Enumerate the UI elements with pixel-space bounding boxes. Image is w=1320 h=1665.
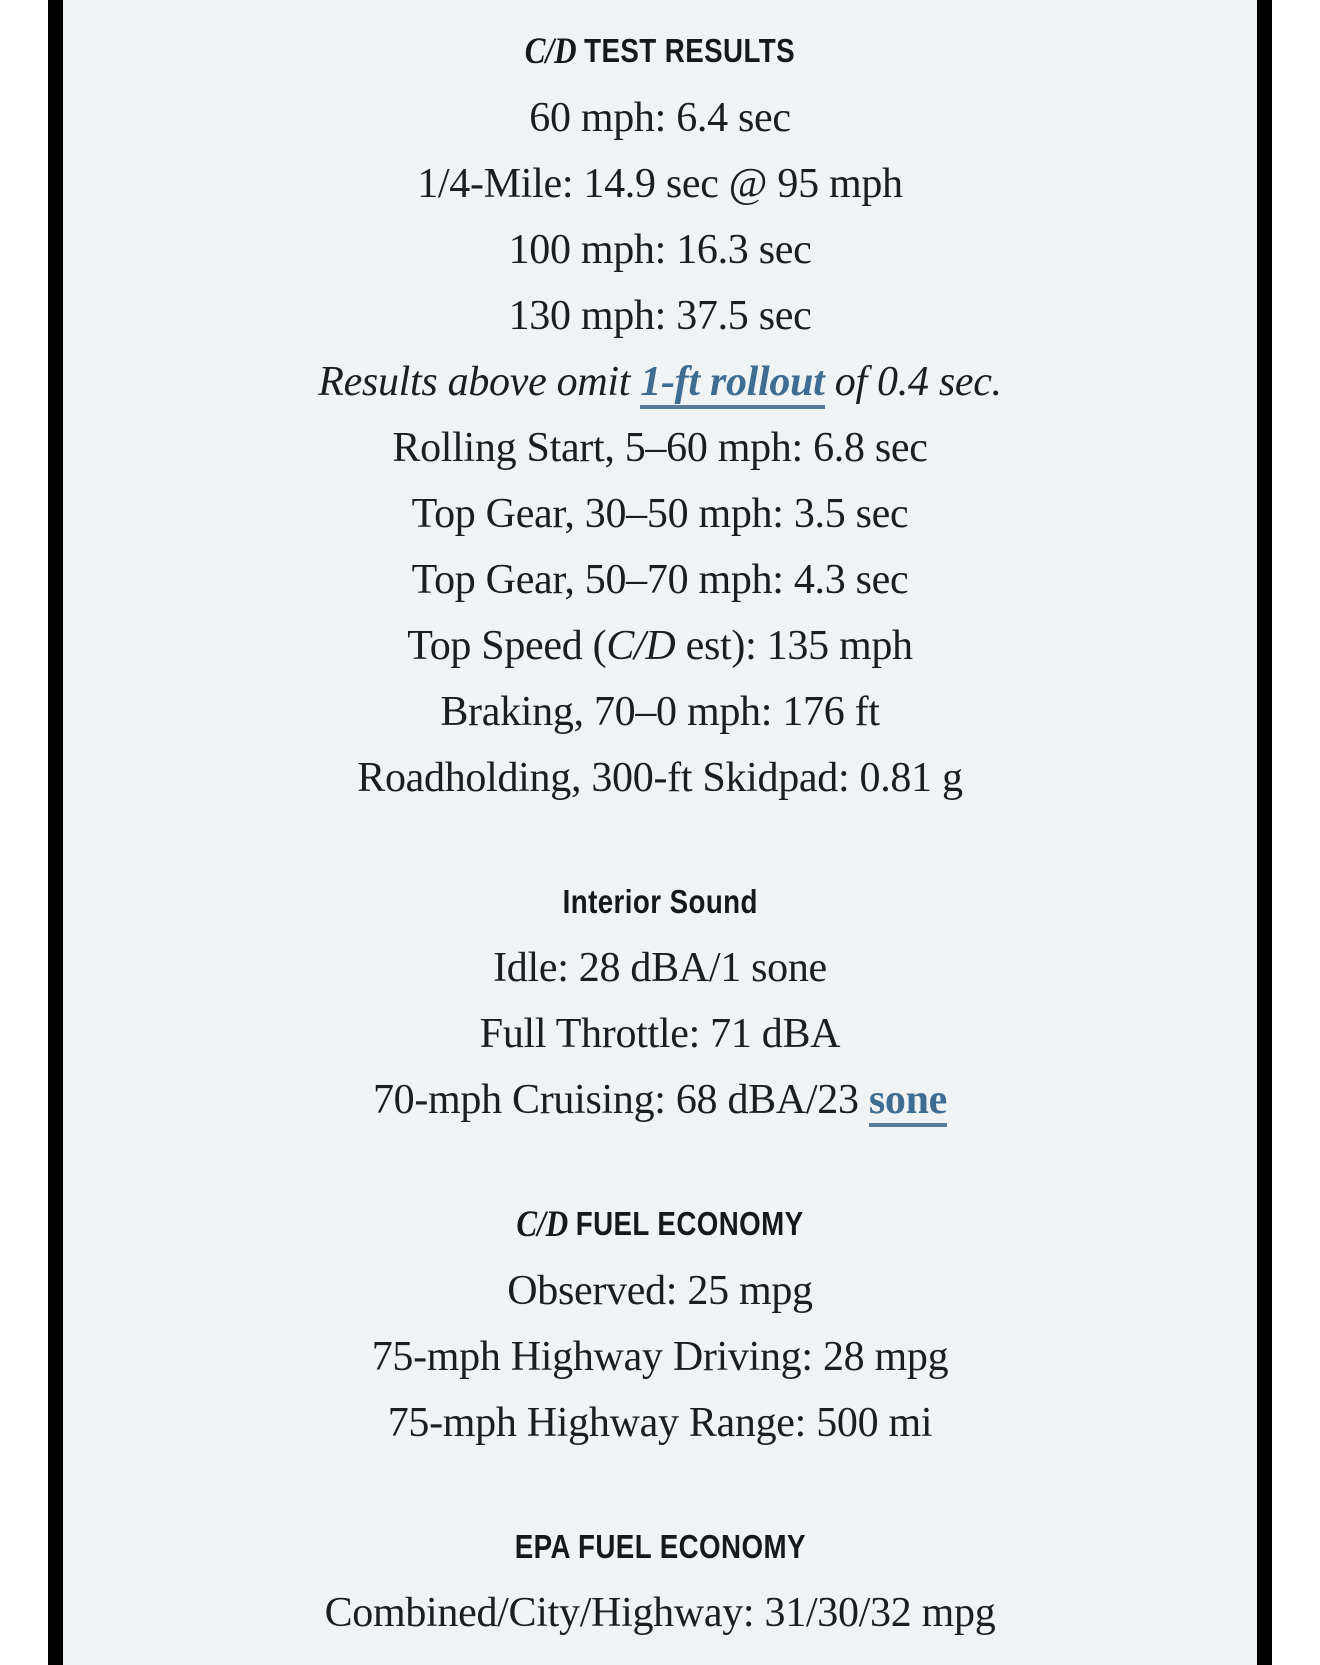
- heading-label: Interior Sound: [562, 883, 758, 920]
- result-line-quarter-mile: 1/4-Mile: 14.9 sec @ 95 mph: [417, 161, 903, 207]
- interior-sound-heading: [63, 869, 1257, 935]
- result-line-100mph: 100 mph: 16.3 sec: [508, 227, 812, 273]
- heading-text: [516, 1191, 803, 1258]
- rollout-link[interactable]: 1-ft rollout: [640, 359, 824, 409]
- result-line-top-gear-50-70: Top Gear, 50–70 mph: 4.3 sec: [411, 557, 909, 603]
- section-cd-fuel-economy: [63, 1191, 1257, 1456]
- result-line-rolling-start: Rolling Start, 5–60 mph: 6.8 sec: [392, 425, 928, 471]
- test-results-heading: [63, 18, 1257, 85]
- heading-text: [562, 869, 757, 935]
- section-interior-sound: [63, 869, 1257, 1133]
- top-speed-pre: Top Speed (: [407, 623, 607, 669]
- heading-label: FUEL ECONOMY: [575, 1205, 804, 1242]
- cd-logo: C/D: [516, 1204, 569, 1245]
- heading-text: [514, 1514, 805, 1580]
- fuel-line-observed: Observed: 25 mpg: [507, 1268, 813, 1314]
- rollout-note-line: [63, 349, 1257, 415]
- spec-panel: [63, 0, 1257, 1646]
- fuel-line-highway-driving: 75-mph Highway Driving: 28 mpg: [371, 1334, 949, 1380]
- sound-line-idle: Idle: 28 dBA/1 sone: [493, 945, 827, 991]
- result-line-top-gear-30-50: Top Gear, 30–50 mph: 3.5 sec: [411, 491, 909, 537]
- result-line-130mph: 130 mph: 37.5 sec: [508, 293, 812, 339]
- result-line-roadholding: Roadholding, 300-ft Skidpad: 0.81 g: [357, 755, 963, 801]
- cd-logo: C/D: [524, 31, 577, 72]
- cd-fuel-economy-heading: [63, 1191, 1257, 1258]
- heading-label: EPA FUEL ECONOMY: [514, 1528, 806, 1565]
- result-line-top-speed: [63, 613, 1257, 679]
- top-speed-post: est): 135 mph: [675, 623, 913, 669]
- rollout-note-post: of 0.4 sec.: [824, 359, 1002, 405]
- section-epa-fuel-economy: [63, 1514, 1257, 1646]
- cd-inline: C/D: [606, 623, 676, 669]
- result-line-braking: Braking, 70–0 mph: 176 ft: [440, 689, 880, 735]
- sone-link[interactable]: sone: [869, 1077, 947, 1127]
- sound-line-cruising: [63, 1067, 1257, 1133]
- rollout-note-pre: Results above omit: [318, 359, 641, 405]
- result-line-60mph: 60 mph: 6.4 sec: [529, 95, 791, 141]
- sound-line-full-throttle: Full Throttle: 71 dBA: [479, 1011, 841, 1057]
- epa-line-combined: Combined/City/Highway: 31/30/32 mpg: [324, 1590, 996, 1636]
- screenshot-frame: [48, 0, 1272, 1665]
- heading-text: [525, 18, 795, 85]
- fuel-line-highway-range: 75-mph Highway Range: 500 mi: [387, 1400, 933, 1446]
- heading-label: TEST RESULTS: [584, 32, 796, 69]
- cruising-pre: 70-mph Cruising: 68 dBA/23: [372, 1077, 869, 1123]
- epa-fuel-economy-heading: [63, 1514, 1257, 1580]
- section-test-results: [63, 18, 1257, 811]
